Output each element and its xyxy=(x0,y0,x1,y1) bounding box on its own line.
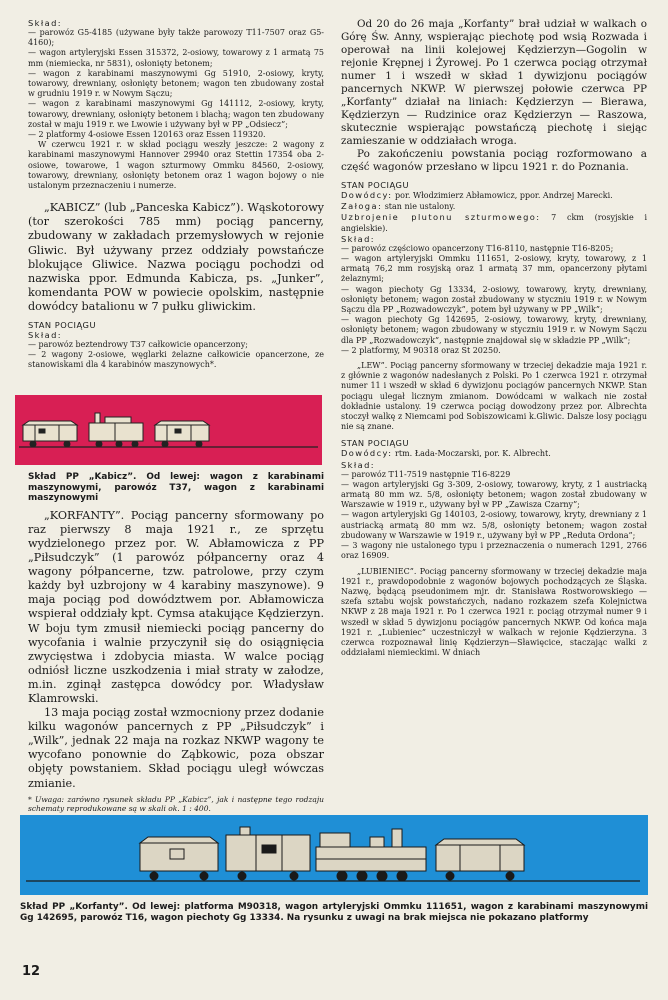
right-column xyxy=(341,18,647,658)
list-item: — wagon artyleryjski Gg 140103, 2-osiowy, towarowy, kryty, drewniany z 1 austriacką armatą 80 mm wz. 5/8, osłonięty betonem; wagon został zbudowany w Warszawie w 1919 r., używany był w PP „Reduta Ordona”; xyxy=(341,510,647,540)
list-item: — 3 wagony nie ustalonego typu i przeznaczenia o numerach 1291, 2766 oraz 16909. xyxy=(341,541,647,561)
sklad-list xyxy=(341,244,647,356)
korfanty-end-paragraph: Po zakończeniu powstania pociąg rozformowano a część wagonów przesłano w lipcu 1921 r. do Poznania. xyxy=(341,148,647,173)
kabicz-train-figure xyxy=(15,395,322,465)
kabicz-train-drawing xyxy=(15,395,322,465)
list-item: — parowóz częściowo opancerzony T16-8110, następnie T16-8205; xyxy=(341,243,614,253)
korfanty-train-drawing xyxy=(20,815,648,895)
sklad-list xyxy=(28,340,324,371)
list-item: — wagon z karabinami maszynowymi Gg 141112, 2-osiowy, kryty, towarowy, drewniany, osłonięty betonem i blachą; wagon ten zbudowany został w maju 1919 r. we Lwowie i używany był w PP „Odsiecz”; xyxy=(28,99,324,129)
list-item: — 2 platformy, M 90318 oraz St 20250. xyxy=(341,345,501,355)
list-item: — wagon artyleryjski Gg 3-309, 2-osiowy, towarowy, kryty, z 1 austriacką armatą 80 mm wz. 5/8, osłonięty betonem; wagon został zbudowany w Warszawie w 1919 r., używany był w PP „Zawisza Czarny”; xyxy=(341,479,647,510)
uzbrojenie-value: 7 ckm (rosyjskie i angielskie). xyxy=(341,213,648,233)
korfanty-train-figure xyxy=(20,815,648,895)
list-item: — parowóz beztendrowy T37 całkowicie opancerzony; xyxy=(28,340,248,349)
korfanty-paragraph-2: 13 maja pociąg został wzmocniony przez dodanie kilku wagonów pancernych z PP „Piłsudczyk” i „Wilk”, jednak 22 maja na rozkaz NKWP wagony te wycofano ponownie do Ząbkowic, poza obszar objęty powstaniem. Skład pociągu uległ wówczas zmianie. xyxy=(28,706,324,790)
sklad-label: Skład: xyxy=(28,18,62,28)
list-item: — 2 platformy 4-osiowe Essen 120163 oraz Essen 119320. xyxy=(28,130,266,140)
dowodcy-value: por. Włodzimierz Abłamowicz, ppor. Andrzej Marecki. xyxy=(395,191,613,200)
left-column-lower xyxy=(28,472,324,813)
figure-caption: Skład PP „Kabicz”. Od lewej: wagon z karabinami maszynowymi, parowóz T37, wagon z karabinami maszynowymi xyxy=(28,472,324,504)
dowodcy-value: rtm. Łada-Moczarski, por. K. Albrecht. xyxy=(395,449,551,459)
korfanty-continued-paragraph: Od 20 do 26 maja „Korfanty” brał udział w walkach o Górę Św. Anny, wspierając piechotę pod wsią Rozwada i operował na linii kolejowej Kędzierzyn—Gogolin w rejonie Krępnej i Żyrowej. Po 1 czerwca pociąg otrzymał numer 1 i wszedł w skład 1 dywizjonu pociągów pancernych NKWP. W pierwszej połowie czerwca PP „Korfanty” działał na liniach: Kędzierzyn — Bierawa, Kędzierzyn — Rudzinice oraz Kędzierzyn — Raszowa, skutecznie wspierając powstańczą piechotę i siejąc zamieszanie w oddziałach wroga. xyxy=(341,18,647,147)
list-item: — wagon artyleryjski Ommku 111651, 2-osiowy, kryty, towarowy, z 1 armatą 76,2 mm rosyjską oraz 1 armatą 37 mm, opancerzony płytami żelaznymi; xyxy=(341,254,647,284)
stan-heading: STAN POCIĄGU xyxy=(341,180,410,190)
uzbrojenie-label: Uzbrojenie plutonu szturmowego: xyxy=(341,212,541,223)
lubieniec-paragraph: „LUBIENIEC”. Pociąg pancerny sformowany w trzeciej dekadzie maja 1921 r., prawdopodobnie z wagonów bojowych pochodzących ze Śląska. Nazwę, będącą pseudonimem mjr. dr. Stanisława Rostworowskiego — szefa sztabu wojsk powstańczych, nadano rozkazem szefa Kolejnictwa NKWP z 28 maja 1921 r. Po 1 czerwca 1921 r. pociąg otrzymał numer 9 i wszedł w skład 5 dywizjonu pociągów pancernych NKWP. Od końca maja 1921 r. „Lubieniec” uczestniczył w walkach w rejonie Kędzierzyna. 3 czerwca rozpoznawał linię Kędzierzyn—Sławięcice, staczając walki z oddziałami niemieckimi. W dniach xyxy=(341,566,647,658)
sklad-label: Skład: xyxy=(341,233,375,244)
sklad-list xyxy=(28,28,324,191)
list-item: — parowóz G5-4185 (używane były także parowozy T11-7507 oraz G5-4160); xyxy=(28,28,324,48)
sklad-label: Skład: xyxy=(341,459,375,470)
list-item: — 2 wagony 2-osiowe, węglarki żelazne całkowicie opancerzone, ze stanowiskami dla 4 karabinów maszynowych*. xyxy=(28,350,324,370)
dowodcy-label: Dowódcy: xyxy=(341,448,393,459)
dowodcy-label: Dowódcy: xyxy=(341,190,393,200)
sklad-tail: W czerwcu 1921 r. w skład pociągu weszły jeszcze: 2 wagony z karabinami maszynowymi Hannover 29940 oraz Stettin 17354 oba 2-osiowe, towarowe, 1 wagon szturmowy Ommku 84560, 2-osiowy, towarowy, drewniany, osłonięty betonem oraz 1 wagon bojowy o nie ustalonym przeznaczeniu i numerze. xyxy=(28,140,324,191)
list-item: — wagon piechoty Gg 142695, 2-osiowy, towarowy, kryty, drewniany, osłonięty betonem; wagon zbudowany w styczniu 1919 r. w Nowym Sączu dla PP „Rozwadowczyk”, następnie znajdował się w składzie PP „Wilk”; xyxy=(341,315,647,345)
list-item: — wagon z karabinami maszynowymi Gg 51910, 2-osiowy, kryty, towarowy, drewniany, osłonięty betonem; wagon ten zbudowany został w grudniu 1919 r. w Nowym Sączu; xyxy=(28,68,324,99)
lew-paragraph: „LEW”. Pociąg pancerny sformowany w trzeciej dekadzie maja 1921 r. z głównie z wagonów nadesłanych z Polski. Po 1 czerwca 1921 r. otrzymał numer 11 i wszedł w skład 6 dywizjonu pociągów pancernych NKWP. Stan pociągu ulegał licznym zmianom. Dowódcami w walkach nie został dokładnie ustalony. 19 czerwca pociąg dowodzony przez por. Albrechta stoczył walkę z Niemcami pod Sobiszowicami k.Gliwic. Dalsze losy pociągu nie są znane. xyxy=(341,361,647,432)
korfanty-figure-caption: Skład PP „Korfanty”. Od lewej: platforma M90318, wagon artyleryjski Ommku 111651, wagon z karabinami maszynowymi Gg 142695, parowóz T16, wagon piechoty Gg 13334. Na rysunku z uwagi na brak miejsca nie pokazano platformy xyxy=(20,902,648,923)
page-number: 12 xyxy=(22,964,41,979)
stan-heading: STAN POCIĄGU xyxy=(28,320,97,330)
list-item: — wagon artyleryjski Essen 315372, 2-osiowy, towarowy z 1 armatą 75 mm (niemiecka, nr 5831), osłonięty betonem; xyxy=(28,48,324,68)
zaloga-value: stan nie ustalony. xyxy=(384,202,456,212)
korfanty-paragraph: „KORFANTY”. Pociąg pancerny sformowany po raz pierwszy 8 maja 1921 r., ze sprzętu wydzielonego przez por. W. Abłamowicza z PP „Piłsudczyk” (1 parowóz półpancerny oraz 4 wagony półpancerne, tzw. patrolowe, przy czym każdy był uzbrojony w 4 karabiny maszynowe). 9 maja pociąg pod dowództwem por. Abłamowicza wspierał oddziały kpt. Cymsa atakujące Kędzierzyn. W boju tym zmusił niemiecki pociąg pancerny do wycofania i walnie przyczynił się do osiągnięcia zwycięstwa i zdobycia miasta. W walce pociąg odniósł liczne uszkodzenia i miał straty w załodze, m.in. zginął zastępca dowódcy por. Władysław Klamrowski. xyxy=(28,508,324,705)
stan-heading: STAN POCIĄGU xyxy=(341,438,410,449)
sklad-list xyxy=(341,470,647,562)
left-column xyxy=(28,18,324,371)
zaloga-label: Załoga: xyxy=(341,201,383,212)
list-item: — parowóz T11-7519 następnie T16-8229 xyxy=(341,469,511,479)
sklad-label: Skład: xyxy=(28,330,62,340)
footnote: * Uwaga: zarówno rysunek składu PP „Kabicz”, jak i następne tego rodzaju schematy reprodukowane są w skali ok. 1 : 400. xyxy=(28,794,324,813)
kabicz-paragraph: „KABICZ” (lub „Panceska Kabicz”). Wąskotorowy (tor szerokości 785 mm) pociąg pancerny, zbudowany w zakładach przemysłowych w rejonie Gliwic. Był używany przez oddziały powstańcze blokujące Gliwice. Nazwa pociągu pochodzi od nazwiska ppor. Edmunda Kabicza, ps. „Junker”, komendanta POW w powiecie opolskim, następnie dowódcy batalionu w 7 pułku gliwickim. xyxy=(28,201,324,313)
list-item: — wagon piechoty Gg 13334, 2-osiowy, towarowy, kryty, drewniany, osłonięty betonem; wagon został zbudowany w styczniu 1919 r. w Nowym Sączu dla PP „Rozwadowczyk”, potem był używany w PP „Wilk”; xyxy=(341,284,647,315)
